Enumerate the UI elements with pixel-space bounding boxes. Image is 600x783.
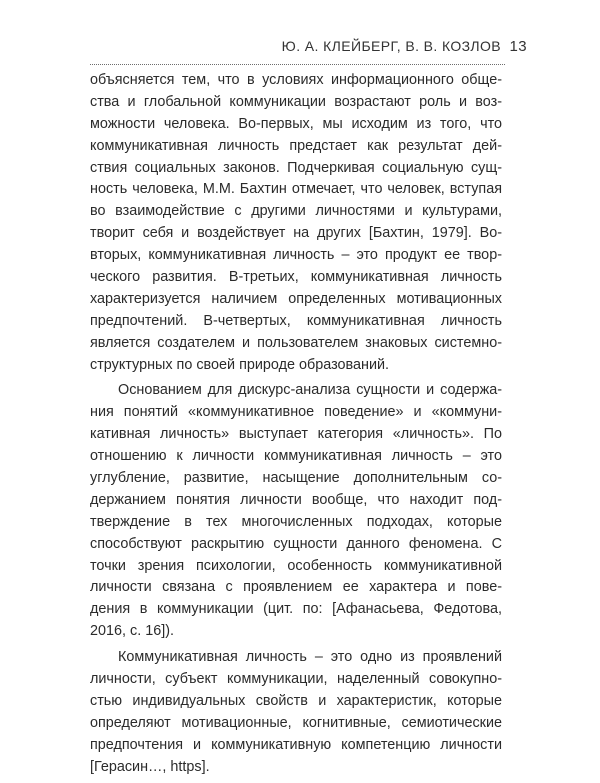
text-line: ческого развития. В-третьих, коммуникативная личность bbox=[90, 269, 502, 286]
text-line: углубление, развитие, насыщение дополнительным со- bbox=[90, 470, 502, 487]
text-line: личности, субъект коммуникации, наделенный совокупно- bbox=[90, 671, 502, 688]
text-line: определяют мотивационные, когнитивные, семиотические bbox=[90, 714, 502, 731]
text-line: личности связана с проявлением ее характера и пове- bbox=[90, 579, 502, 596]
text-line: Основанием для дискурс-анализа сущности и содержа- bbox=[118, 382, 502, 399]
text-line: творит себя и воздействует на других [Бахтин, 1979]. Во- bbox=[90, 225, 502, 242]
paragraph bbox=[90, 647, 502, 778]
text-line: объясняется тем, что в условиях информационного обще- bbox=[90, 72, 502, 88]
running-head bbox=[90, 38, 527, 65]
text-line: тверждение в тех многочисленных подходах, которые bbox=[90, 513, 502, 530]
text-line: 2016, с. 16]). bbox=[90, 623, 174, 640]
paragraph bbox=[90, 380, 502, 643]
text-line: характеризуется наличием определенных мотивационных bbox=[90, 290, 502, 307]
text-line: стью индивидуальных свойств и характеристик, которые bbox=[90, 692, 502, 709]
text-line: кативная личность» выступает категория «личность». По bbox=[90, 426, 502, 443]
text-line: коммуникативная личность предстает как результат дей- bbox=[90, 137, 502, 154]
text-line: держанием понятия личности вообще, что находит под- bbox=[90, 491, 502, 508]
text-line: ность человека, М.М. Бахтин отмечает, что человек, вступая bbox=[90, 181, 502, 198]
text-line: отношению к личности коммуникативная личность – это bbox=[90, 448, 502, 465]
text-line: ния понятий «коммуникативное поведение» и «коммуни- bbox=[90, 404, 502, 421]
text-line: дения в коммуникации (цит. по: [Афанасьева, Федотова, bbox=[90, 601, 502, 618]
text-line: ства и глобальной коммуникации возрастают роль и воз- bbox=[90, 93, 502, 110]
running-head-authors: Ю. А. КЛЕЙБЕРГ, В. В. КОЗЛОВ bbox=[281, 38, 501, 54]
text-line: Коммуникативная личность – это одно из проявлений bbox=[118, 649, 502, 666]
paragraph bbox=[90, 70, 502, 376]
text-line: вторых, коммуникативная личность – это продукт ее твор- bbox=[90, 247, 502, 264]
text-line: способствуют раскрытию сущности данного феномена. С bbox=[90, 535, 502, 552]
text-line: является создателем и пользователем знаковых системно- bbox=[90, 334, 502, 351]
text-line: структурных по своей природе образований. bbox=[90, 356, 390, 373]
text-line: точки зрения психологии, особенность коммуникативной bbox=[90, 557, 502, 574]
text-line: во взаимодействие с другими личностями и культурами, bbox=[90, 203, 502, 220]
page-number: 13 bbox=[509, 38, 527, 55]
text-line: ствия социальных законов. Подчеркивая социальную сущ- bbox=[90, 159, 502, 176]
text-line: предпочтения и коммуникативную компетенцию личности bbox=[90, 736, 502, 753]
body-text bbox=[90, 70, 502, 783]
text-line: можности человека. Во-первых, мы исходим из того, что bbox=[90, 115, 502, 132]
text-line: [Герасин…, https]. bbox=[90, 758, 210, 775]
text-line: предпочтений. В-четвертых, коммуникативная личность bbox=[90, 312, 502, 329]
